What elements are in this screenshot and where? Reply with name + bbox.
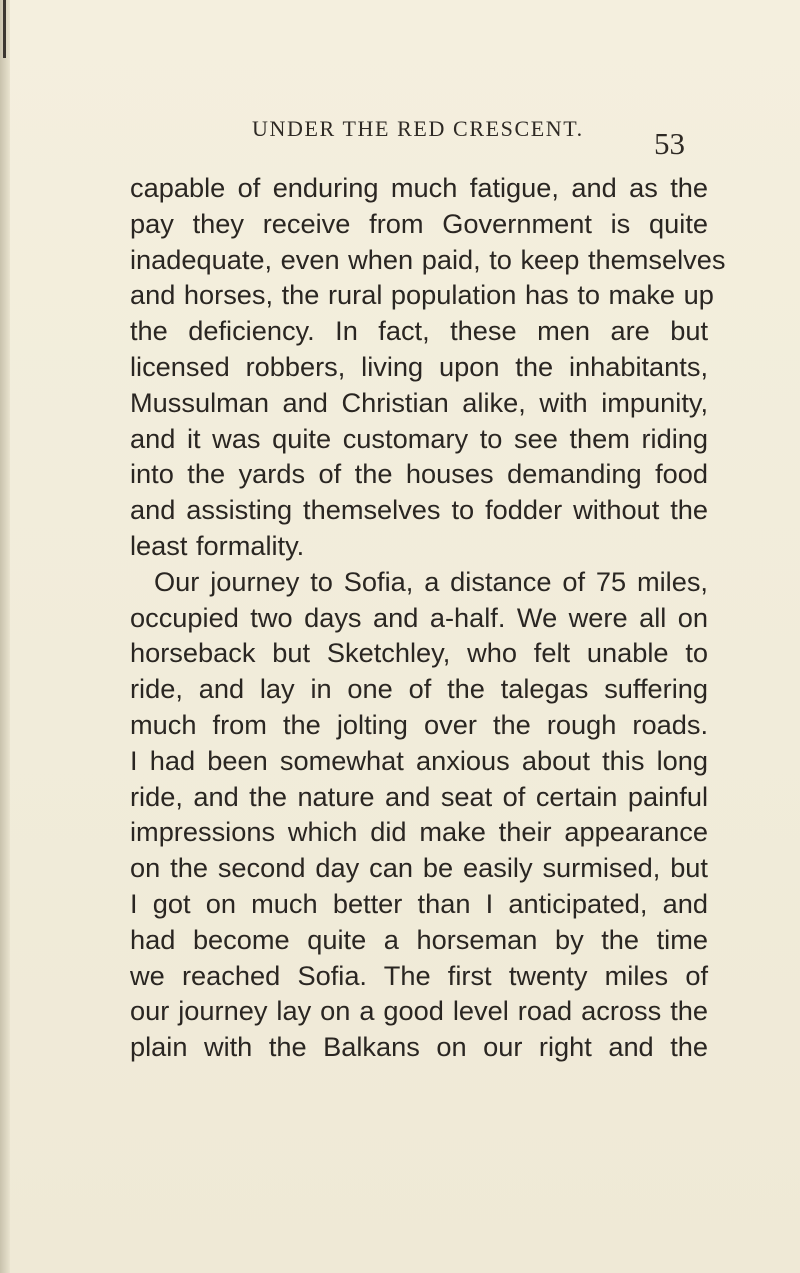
binding-mark <box>3 0 6 58</box>
text-line: we reached Sofia. The first twenty miles of <box>130 959 708 991</box>
paragraph-2 <box>130 564 708 1065</box>
text-line: inadequate, even when paid, to keep themselves <box>130 243 726 275</box>
text-line: I had been somewhat anxious about this long <box>130 744 708 776</box>
text-line: ride, and the nature and seat of certain painful <box>130 780 708 812</box>
text-line: occupied two days and a-half. We were all on <box>130 601 708 633</box>
text-line: plain with the Balkans on our right and the <box>130 1031 708 1063</box>
text-line: capable of enduring much fatigue, and as the <box>130 172 708 203</box>
text-line: much from the jolting over the rough roads. <box>130 708 708 740</box>
text-line: and assisting themselves to fodder without the <box>130 494 708 526</box>
text-line: and it was quite customary to see them riding <box>130 422 708 454</box>
text-line: on the second day can be easily surmised, but <box>130 852 708 884</box>
text-line: least formality. <box>130 529 305 561</box>
text-line: Our journey to Sofia, a distance of 75 miles, <box>154 565 708 597</box>
text-line: horseback but Sketchley, who felt unable to <box>130 637 708 669</box>
running-title: UNDER THE RED CRESCENT. <box>252 116 584 141</box>
text-line: pay they receive from Government is quite <box>130 207 708 239</box>
running-head <box>0 112 800 161</box>
binding-edge <box>0 0 10 1273</box>
paragraph-1 <box>130 170 726 564</box>
text-line: had become quite a horseman by the time <box>130 923 708 955</box>
text-line: into the yards of the houses demanding food <box>130 458 708 490</box>
body-text <box>130 170 726 1065</box>
text-line: impressions which did make their appearance <box>130 816 708 848</box>
text-line: I got on much better than I anticipated, and <box>130 887 708 919</box>
text-line: and horses, the rural population has to make up <box>130 279 714 311</box>
text-line: licensed robbers, living upon the inhabitants, <box>130 350 708 382</box>
page-number: 53 <box>654 126 685 161</box>
text-line: the deficiency. In fact, these men are but <box>130 315 708 347</box>
text-line: ride, and lay in one of the talegas suffering <box>130 673 708 705</box>
text-line: our journey lay on a good level road across the <box>130 995 708 1027</box>
text-line: Mussulman and Christian alike, with impunity, <box>130 386 708 418</box>
